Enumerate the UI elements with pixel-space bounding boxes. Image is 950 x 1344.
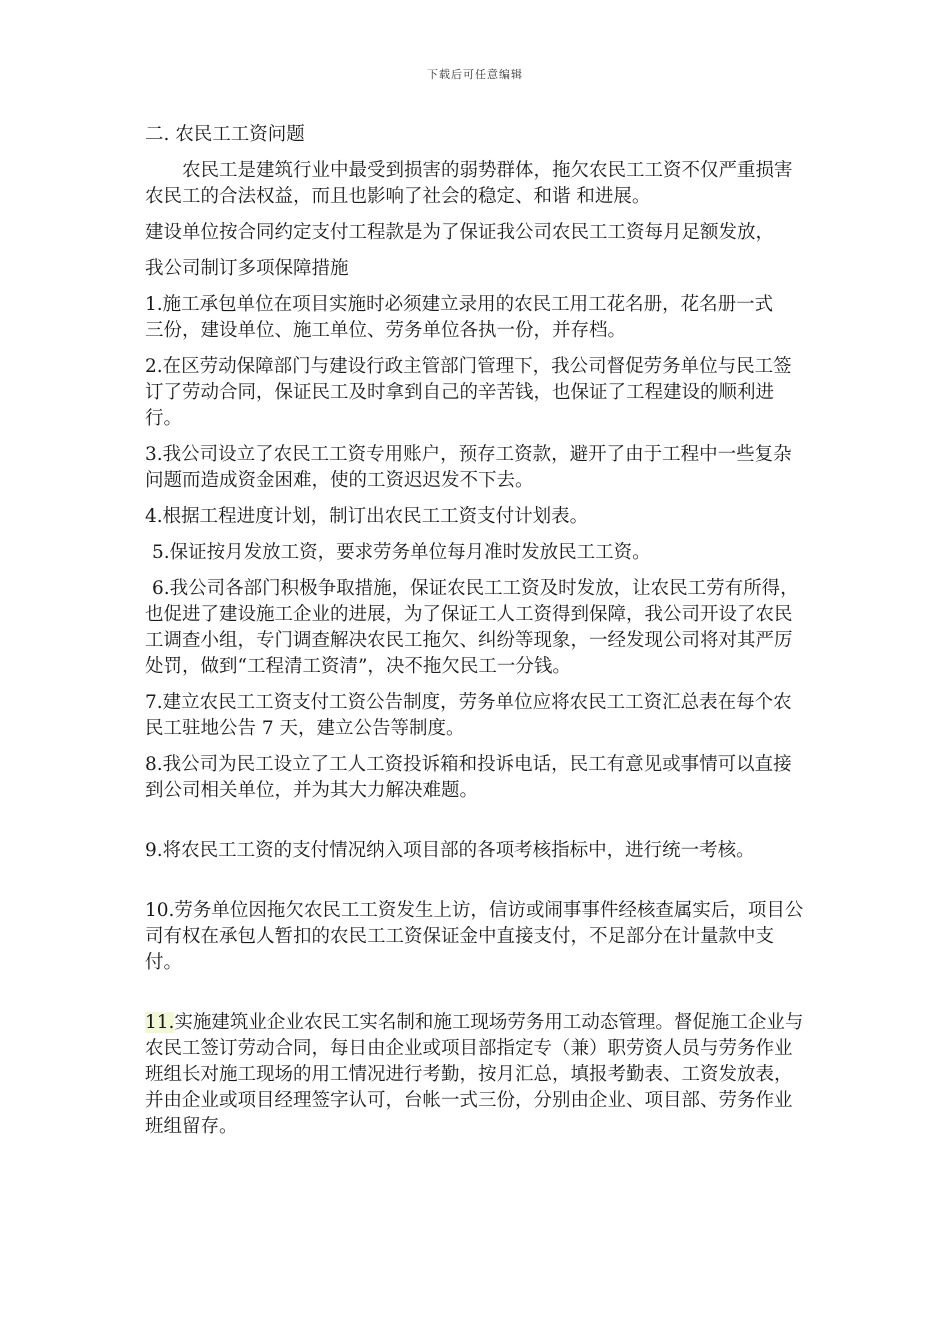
item-text: 根据工程进度计划，制订出农民工工资支付计划表。 (162, 506, 589, 527)
measures-heading: 我公司制订多项保障措施 (145, 258, 349, 279)
item-text: 实施建筑业企业农民工实名制和施工现场劳务用工动态管理。督促施工企业与农民工签订劳动合同，每日由企业或项目部指定专（兼）职劳资人员与劳务作业班组长对施工现场的用工情况进行考勤，按月汇总，填报考勤表、工资发放表，并由企业或项目经理签字认可，台帐一式三份，分别由企业、项目部、劳务作业班组留存。 (145, 1012, 804, 1137)
item-number: 7. (145, 692, 163, 713)
item-text: 我公司设立了农民工工资专用账户，预存工资款，避开了由于工程中一些复杂问题而造成资金困难，使的工资迟迟发不下去。 (145, 444, 792, 491)
item-number: 8. (145, 754, 163, 775)
list-item-6 (145, 576, 810, 680)
item-number: 1. (145, 294, 163, 315)
item-text: 我公司为民工设立了工人工资投诉箱和投诉电话，民工有意见或事情可以直接到公司相关单位，并为其大力解决难题。 (145, 754, 792, 801)
item-text: 劳务单位因拖欠农民工工资发生上访，信访或闹事事件经核查属实后，项目公司有权在承包人暂扣的农民工工资保证金中直接支付，不足部分在计量款中支付。 (145, 900, 804, 973)
item-number: 9. (145, 840, 163, 861)
item-number: 2. (145, 356, 163, 377)
list-item-5 (145, 540, 810, 566)
list-item-8 (145, 752, 810, 804)
item-number: 10. (145, 900, 175, 921)
item-number-highlighted: 11. (145, 1012, 175, 1033)
payment-paragraph: 建设单位按合同约定支付工程款是为了保证我公司农民工工资每月足额发放， (145, 222, 775, 243)
list-item-3 (145, 442, 810, 494)
item-number: 3. (145, 444, 163, 465)
list-item-2 (145, 354, 810, 432)
document-body (145, 122, 832, 1140)
item-number: 5. (152, 542, 170, 563)
list-item-7 (145, 690, 810, 742)
list-item-9 (145, 838, 810, 864)
item-number: 6. (152, 578, 170, 599)
item-text: 保证按月发放工资，要求劳务单位每月准时发放民工工资。 (169, 542, 651, 563)
list-item-4 (145, 504, 810, 530)
section-title: 二. 农民工工资问题 (145, 124, 305, 145)
item-text: 我公司各部门积极争取措施，保证农民工工资及时发放，让农民工劳有所得，也促进了建设施工企业的进展，为了保证工人工资得到保障，我公司开设了农民工调查小组，专门调查解决农民工拖欠、纠纷等现象，一经发现公司将对其严厉处罚，做到“工程清工资清”，决不拖欠民工一分钱。 (145, 578, 799, 677)
item-number: 4. (145, 506, 163, 527)
item-text: 将农民工工资的支付情况纳入项目部的各项考核指标中，进行统一考核。 (162, 840, 755, 861)
item-text: 建立农民工工资支付工资公告制度，劳务单位应将农民工工资汇总表在每个农民工驻地公告 7 天，建立公告等制度。 (145, 692, 792, 739)
list-item-1 (145, 292, 832, 344)
list-item-11 (145, 1010, 810, 1140)
page-header: 下载后可任意编辑 (427, 68, 523, 81)
item-text: 在区劳动保障部门与建设行政主管部门管理下，我公司督促劳务单位与民工签订了劳动合同，保证民工及时拿到自己的辛苦钱，也保证了工程建设的顺利进行。 (145, 356, 792, 429)
item-text: 施工承包单位在项目实施时必须建立录用的农民工用工花名册，花名册一式 三份，建设单位、施工单位、劳务单位各执一份，并存档。 (145, 294, 832, 341)
intro-paragraph: 农民工是建筑行业中最受到损害的弱势群体，拖欠农民工工资不仅严重损害农民工的合法权益，而且也影响了社会的稳定、和谐 和进展。 (145, 160, 793, 207)
list-item-10 (145, 898, 810, 976)
